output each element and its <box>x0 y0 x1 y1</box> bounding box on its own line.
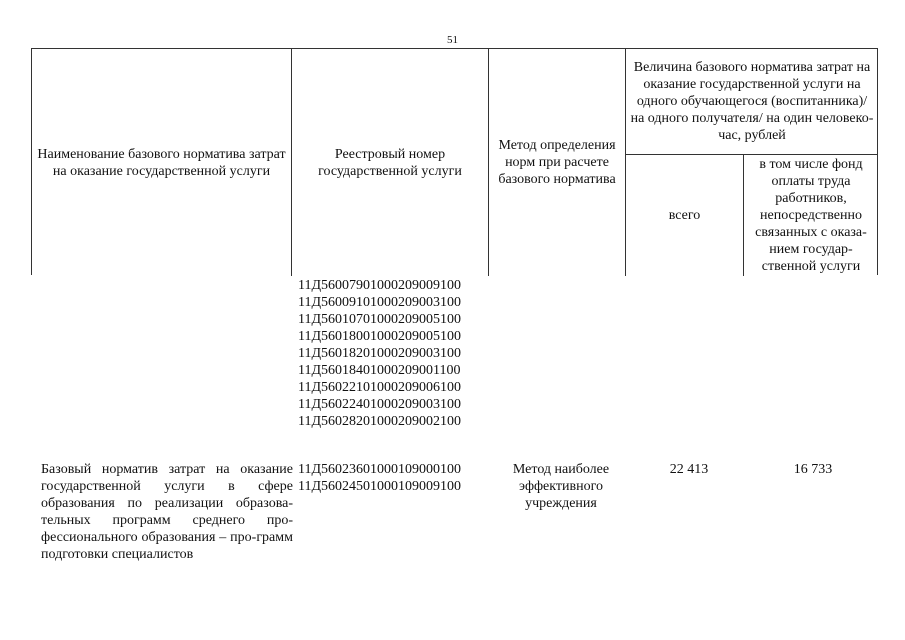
service-codes <box>298 461 498 495</box>
page-number: 51 <box>447 34 458 46</box>
service-name: Базовый норматив затрат на оказание государственной услуги в сфере образования по реализации образова-тельных программ среднего про-фессионального образования – про-грамм подготовки специалистов <box>41 462 293 562</box>
registry-code: 11Д56024501000109009100 <box>298 479 462 494</box>
header-amount-group: Величина базового норматива затрат на оказание государственной услуги на одного обучающегося (воспитанника)/ на одного получателя/ на один человеко-час, рублей <box>630 60 874 143</box>
registry-code: 11Д56022101000209006100 <box>298 380 462 395</box>
header-payroll: в том числе фонд оплаты труда работников, непосредственно связанных с оказа-нием государ-ственной услуги <box>755 157 867 274</box>
registry-code: 11Д56018401000209001100 <box>298 363 461 378</box>
service-payroll: 16 733 <box>793 462 833 477</box>
header-total: всего <box>668 208 701 223</box>
service-method: Метод наиболее эффективного учреждения <box>512 462 610 511</box>
header-name: Наименование базового норматива затрат на оказание государственной услуги <box>37 146 286 179</box>
registry-code: 11Д56009101000209003100 <box>298 295 462 310</box>
registry-code: 11Д56023601000109000100 <box>298 462 462 477</box>
table-header <box>31 48 878 275</box>
registry-code: 11Д56022401000209003100 <box>298 397 462 412</box>
registry-code: 11Д56007901000209009100 <box>298 278 462 293</box>
registry-code: 11Д56010701000209005100 <box>298 312 462 327</box>
continued-codes-list <box>298 277 498 430</box>
registry-code: 11Д56018001000209005100 <box>298 329 462 344</box>
header-registry-number: Реестровый номер государственной услуги <box>318 146 462 179</box>
service-total: 22 413 <box>669 462 709 477</box>
header-method: Метод определения норм при расчете базового норматива <box>498 138 616 187</box>
registry-code: 11Д56028201000209002100 <box>298 414 462 429</box>
registry-code: 11Д56018201000209003100 <box>298 346 462 361</box>
